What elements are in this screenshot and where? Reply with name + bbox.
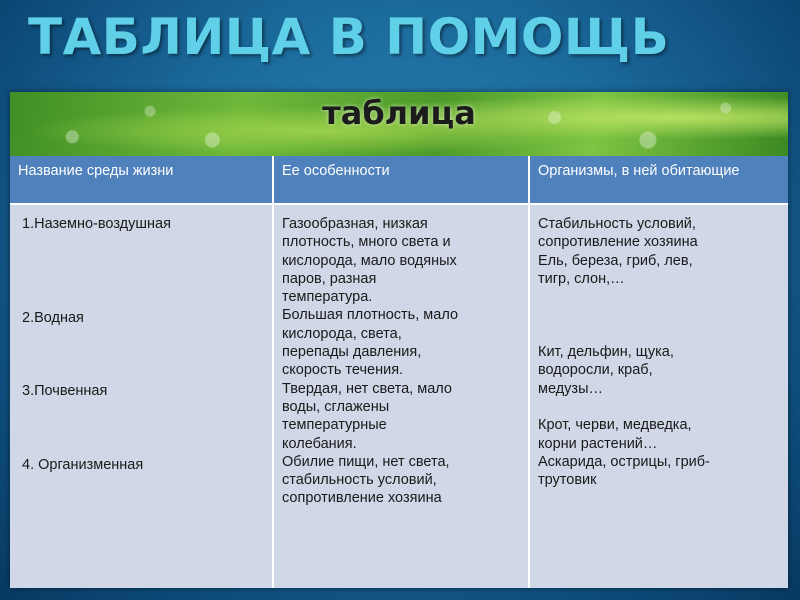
organisms-line: Стабильность условий, [538, 216, 696, 232]
organisms-line: водоросли, краб, [538, 362, 653, 379]
organisms-line: корни растений… [538, 435, 658, 452]
header-divider [10, 203, 788, 205]
habitat-table [10, 92, 788, 588]
column-divider [528, 156, 530, 588]
features-line: кислорода, мало водяных [282, 252, 457, 269]
features-column [274, 205, 528, 588]
features-line: Твердая, нет света, мало [282, 380, 452, 397]
organisms-line: тигр, слон,… [538, 270, 625, 287]
features-line: колебания. [282, 435, 357, 452]
organisms-line: сопротивление хозяина [538, 234, 698, 251]
header-features: Ее особенности [282, 163, 390, 179]
features-line: стабильность условий, [282, 472, 437, 489]
organisms-line [538, 325, 780, 343]
environment-item: 1.Наземно-воздушная [22, 216, 171, 232]
environment-item: 2.Водная [22, 310, 84, 326]
organisms-line: трутовик [538, 472, 597, 489]
features-line: скорость течения. [282, 362, 404, 379]
organisms-line [538, 306, 780, 324]
column-divider [272, 156, 274, 588]
organisms-line [538, 398, 780, 416]
organisms-line: Аскарида, острицы, гриб- [538, 453, 710, 470]
features-line: перепады давления, [282, 344, 422, 361]
features-line: Обилие пищи, нет света, [282, 453, 450, 470]
header-organisms: Организмы, в ней обитающие [538, 163, 740, 179]
banner-title: таблица [322, 94, 476, 132]
features-line: температура. [282, 289, 373, 306]
features-line: температурные [282, 417, 387, 434]
features-line: паров, разная [282, 270, 377, 287]
features-line: кислорода, света, [282, 325, 402, 342]
leaf-banner-image [10, 92, 788, 156]
features-line: сопротивление хозяина [282, 490, 442, 507]
organisms-line: медузы… [538, 380, 603, 397]
organisms-line: Ель, береза, гриб, лев, [538, 252, 693, 269]
header-environment-name: Название среды жизни [18, 163, 174, 179]
organisms-line [538, 288, 780, 306]
features-line: плотность, много света и [282, 234, 451, 251]
organisms-line: Крот, черви, медведка, [538, 417, 692, 434]
environment-column [10, 205, 272, 588]
organisms-line: Кит, дельфин, щука, [538, 344, 674, 361]
features-line: воды, сглажены [282, 398, 390, 415]
table-body-row [10, 205, 788, 588]
features-line: Газообразная, низкая [282, 216, 428, 232]
features-line: Большая плотность, мало [282, 307, 459, 324]
table-header-row [10, 156, 788, 204]
environment-item: 3.Почвенная [22, 383, 108, 399]
organisms-column [530, 205, 788, 588]
slide-title: ТАБЛИЦА В ПОМОЩЬ [28, 8, 670, 66]
environment-item: 4. Организменная [22, 457, 144, 473]
